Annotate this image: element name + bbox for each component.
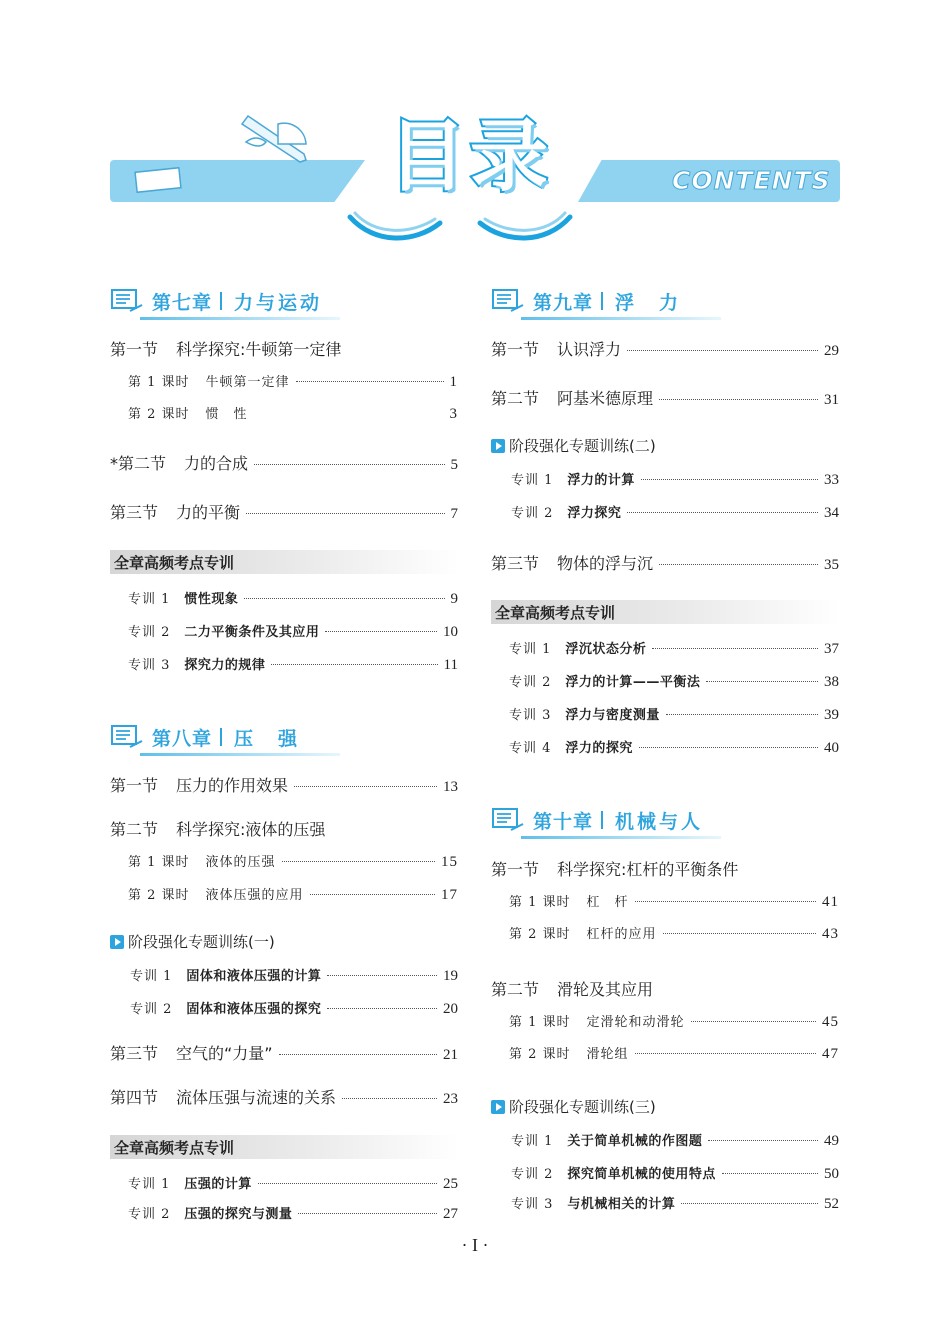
toc-entry[interactable]: 专训 3 与机械相关的计算 52 [511,1196,839,1212]
toc-entry[interactable]: 专训 1 浮沉状态分析 37 [509,641,839,657]
toc-entry[interactable]: 第二节 科学探究:液体的压强 [110,820,326,839]
chapter-title: 机械与人 [615,810,704,833]
toc-entry[interactable]: 专训 2 探究简单机械的使用特点 50 [511,1166,839,1182]
page-number: 20 [443,1001,458,1017]
page-number: 45 [822,1014,839,1030]
review-banner: 全章高频考点专训 [491,600,840,624]
toc-entry[interactable]: 第 2 课时 滑轮组 47 [509,1046,839,1062]
page-number: 11 [443,657,458,673]
toc-entry[interactable]: 第一节 认识浮力 29 [491,340,839,359]
stage-training-heading: 阶段强化专题训练(一) [110,931,275,952]
review-banner: 全章高频考点专训 [110,1135,459,1159]
chapter-9-heading [491,284,721,318]
toc-entry[interactable]: 第 1 课时 杠 杆 41 [509,894,839,910]
page-number: 40 [824,740,839,756]
toc-entry[interactable]: 专训 2 二力平衡条件及其应用 10 [128,624,458,640]
toc-entry[interactable]: 第 2 课时 液体压强的应用 17 [128,887,458,903]
page-number: 39 [824,707,839,723]
chapter-number: 第十章 [533,810,594,833]
play-icon [491,1100,505,1114]
page-number: 15 [441,854,458,870]
page-number: 9 [450,591,458,607]
page-number: 1 [449,374,458,390]
chapter-number: 第七章 [152,291,213,314]
page-number: 43 [822,926,839,942]
page-number: 35 [824,557,839,573]
toc-entry[interactable]: 专训 4 浮力的探究 40 [509,740,839,756]
toc-entry[interactable]: 第 2 课时 惯 性 3 [128,406,458,422]
page-number: 17 [441,887,458,903]
toc-entry[interactable]: 专训 2 浮力的计算——平衡法 38 [509,674,839,690]
toc-entry[interactable]: 第三节 空气的“力量” 21 [110,1044,458,1063]
page-number: 13 [443,779,458,795]
chapter-7-heading [110,284,340,318]
toc-entry[interactable]: 专训 1 惯性现象 9 [128,591,458,607]
chapter-number: 第八章 [152,727,213,750]
chapter-title: 力与运动 [234,291,323,314]
review-banner: 全章高频考点专训 [110,550,459,574]
page-number: 52 [824,1196,839,1212]
page-footer-number: · I · [461,1235,489,1255]
toc-entry[interactable]: 第二节 阿基米德原理 31 [491,389,839,408]
toc-entry[interactable]: 第 1 课时 定滑轮和动滑轮 45 [509,1014,839,1030]
page-number: 49 [824,1133,839,1149]
toc-entry[interactable]: 专训 3 探究力的规律 11 [128,657,458,673]
toc-entry[interactable]: 第 1 课时 液体的压强 15 [128,854,458,870]
page-number: 7 [450,506,458,522]
contents-subtitle: CONTENTS [672,166,831,195]
chapter-book-icon [491,287,525,315]
chapter-book-icon [491,806,525,834]
toc-entry[interactable]: 第一节 科学探究:杠杆的平衡条件 [491,860,739,879]
toc-entry[interactable]: 第 2 课时 杠杆的应用 43 [509,926,839,942]
toc-entry[interactable]: 专训 1 压强的计算 25 [128,1176,458,1192]
chapter-title: 浮 力 [615,291,682,314]
page-number: 21 [443,1047,458,1063]
stationery-illustration-icon [128,108,308,198]
play-icon [491,439,505,453]
toc-entry[interactable]: 第四节 流体压强与流速的关系 23 [110,1088,458,1107]
toc-entry[interactable]: 第一节 科学探究:牛顿第一定律 [110,340,342,359]
stage-training-heading: 阶段强化专题训练(三) [491,1096,656,1117]
toc-entry[interactable]: 专训 1 浮力的计算 33 [511,472,839,488]
chapter-book-icon [110,287,144,315]
toc-entry[interactable]: *第二节 力的合成 5 [110,454,458,473]
toc-title: 目录 [388,112,553,202]
toc-entry[interactable]: 专训 2 固体和液体压强的探究 20 [130,1001,458,1017]
page-number: 41 [822,894,839,910]
toc-entry[interactable]: 专训 2 压强的探究与测量 27 [128,1206,458,1222]
toc-entry[interactable]: 第 1 课时 牛顿第一定律 1 [128,374,458,390]
page-number: 31 [824,392,839,408]
page-number: 27 [443,1206,458,1222]
page-number: 10 [443,624,458,640]
page-number: 37 [824,641,839,657]
page-number: 25 [443,1176,458,1192]
page-number: 34 [824,505,839,521]
toc-entry[interactable]: 专训 1 关于简单机械的作图题 49 [511,1133,839,1149]
toc-entry[interactable]: 专训 1 固体和液体压强的计算 19 [130,968,458,984]
page-number: 23 [443,1091,458,1107]
page-number: 38 [824,674,839,690]
toc-entry[interactable]: 第三节 力的平衡 7 [110,503,458,522]
page-number: 50 [824,1166,839,1182]
page-number: 3 [449,406,458,422]
toc-entry[interactable]: 专训 3 浮力与密度测量 39 [509,707,839,723]
chapter-10-heading [491,803,721,837]
page-number: 47 [822,1046,839,1062]
play-icon [110,935,124,949]
title-swirl-decoration [345,205,575,245]
chapter-8-heading [110,720,340,754]
stage-training-heading: 阶段强化专题训练(二) [491,435,656,456]
page-number: 5 [450,457,458,473]
toc-entry[interactable]: 专训 2 浮力探究 34 [511,505,839,521]
page-number: 29 [824,343,839,359]
toc-entry[interactable]: 第一节 压力的作用效果 13 [110,776,458,795]
toc-entry[interactable]: 第三节 物体的浮与沉 35 [491,554,839,573]
chapter-title: 压 强 [234,727,301,750]
page-number: 33 [824,472,839,488]
toc-entry[interactable]: 第二节 滑轮及其应用 [491,980,654,999]
chapter-book-icon [110,723,144,751]
chapter-number: 第九章 [533,291,594,314]
page-number: 19 [443,968,458,984]
